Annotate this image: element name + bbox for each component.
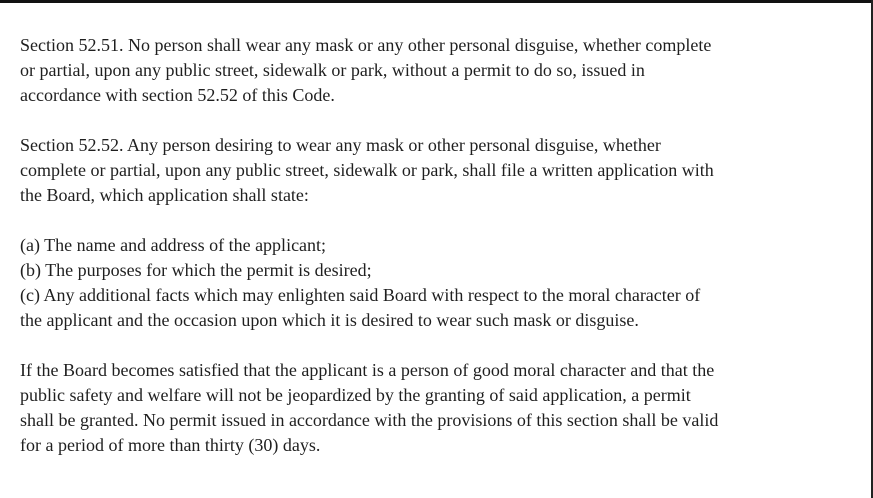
text-line: If the Board becomes satisfied that the applicant is a person of good moral character and that the: [20, 360, 715, 380]
list-item-a: (a) The name and address of the applicant;: [20, 235, 327, 255]
text-line: accordance with section 52.52 of this Code.: [20, 85, 335, 105]
text-line: Section 52.51. No person shall wear any mask or any other personal disguise, whether complete: [20, 35, 712, 55]
text-line: for a period of more than thirty (30) days.: [20, 435, 321, 455]
text-line: complete or partial, upon any public street, sidewalk or park, shall file a written application with: [20, 160, 714, 180]
text-line: the applicant and the occasion upon which it is desired to wear such mask or disguise.: [20, 310, 639, 330]
text-line: or partial, upon any public street, sidewalk or park, without a permit to do so, issued in: [20, 60, 645, 80]
list-item-c: (c) Any additional facts which may enlighten said Board with respect to the moral character of: [20, 285, 701, 305]
text-line: Section 52.52. Any person desiring to wear any mask or other personal disguise, whether: [20, 135, 661, 155]
text-line: the Board, which application shall state:: [20, 185, 309, 205]
list-item-b: (b) The purposes for which the permit is desired;: [20, 260, 372, 280]
text-line: public safety and welfare will not be jeopardized by the granting of said application, a permit: [20, 385, 691, 405]
paragraph-section-52-51: [20, 33, 850, 108]
document-body: [20, 33, 850, 483]
paragraph-permit-granting: [20, 358, 850, 458]
top-border: [0, 0, 873, 3]
paragraph-application-requirements: [20, 233, 850, 333]
paragraph-section-52-52: [20, 133, 850, 208]
text-line: shall be granted. No permit issued in accordance with the provisions of this section shall be valid: [20, 410, 719, 430]
